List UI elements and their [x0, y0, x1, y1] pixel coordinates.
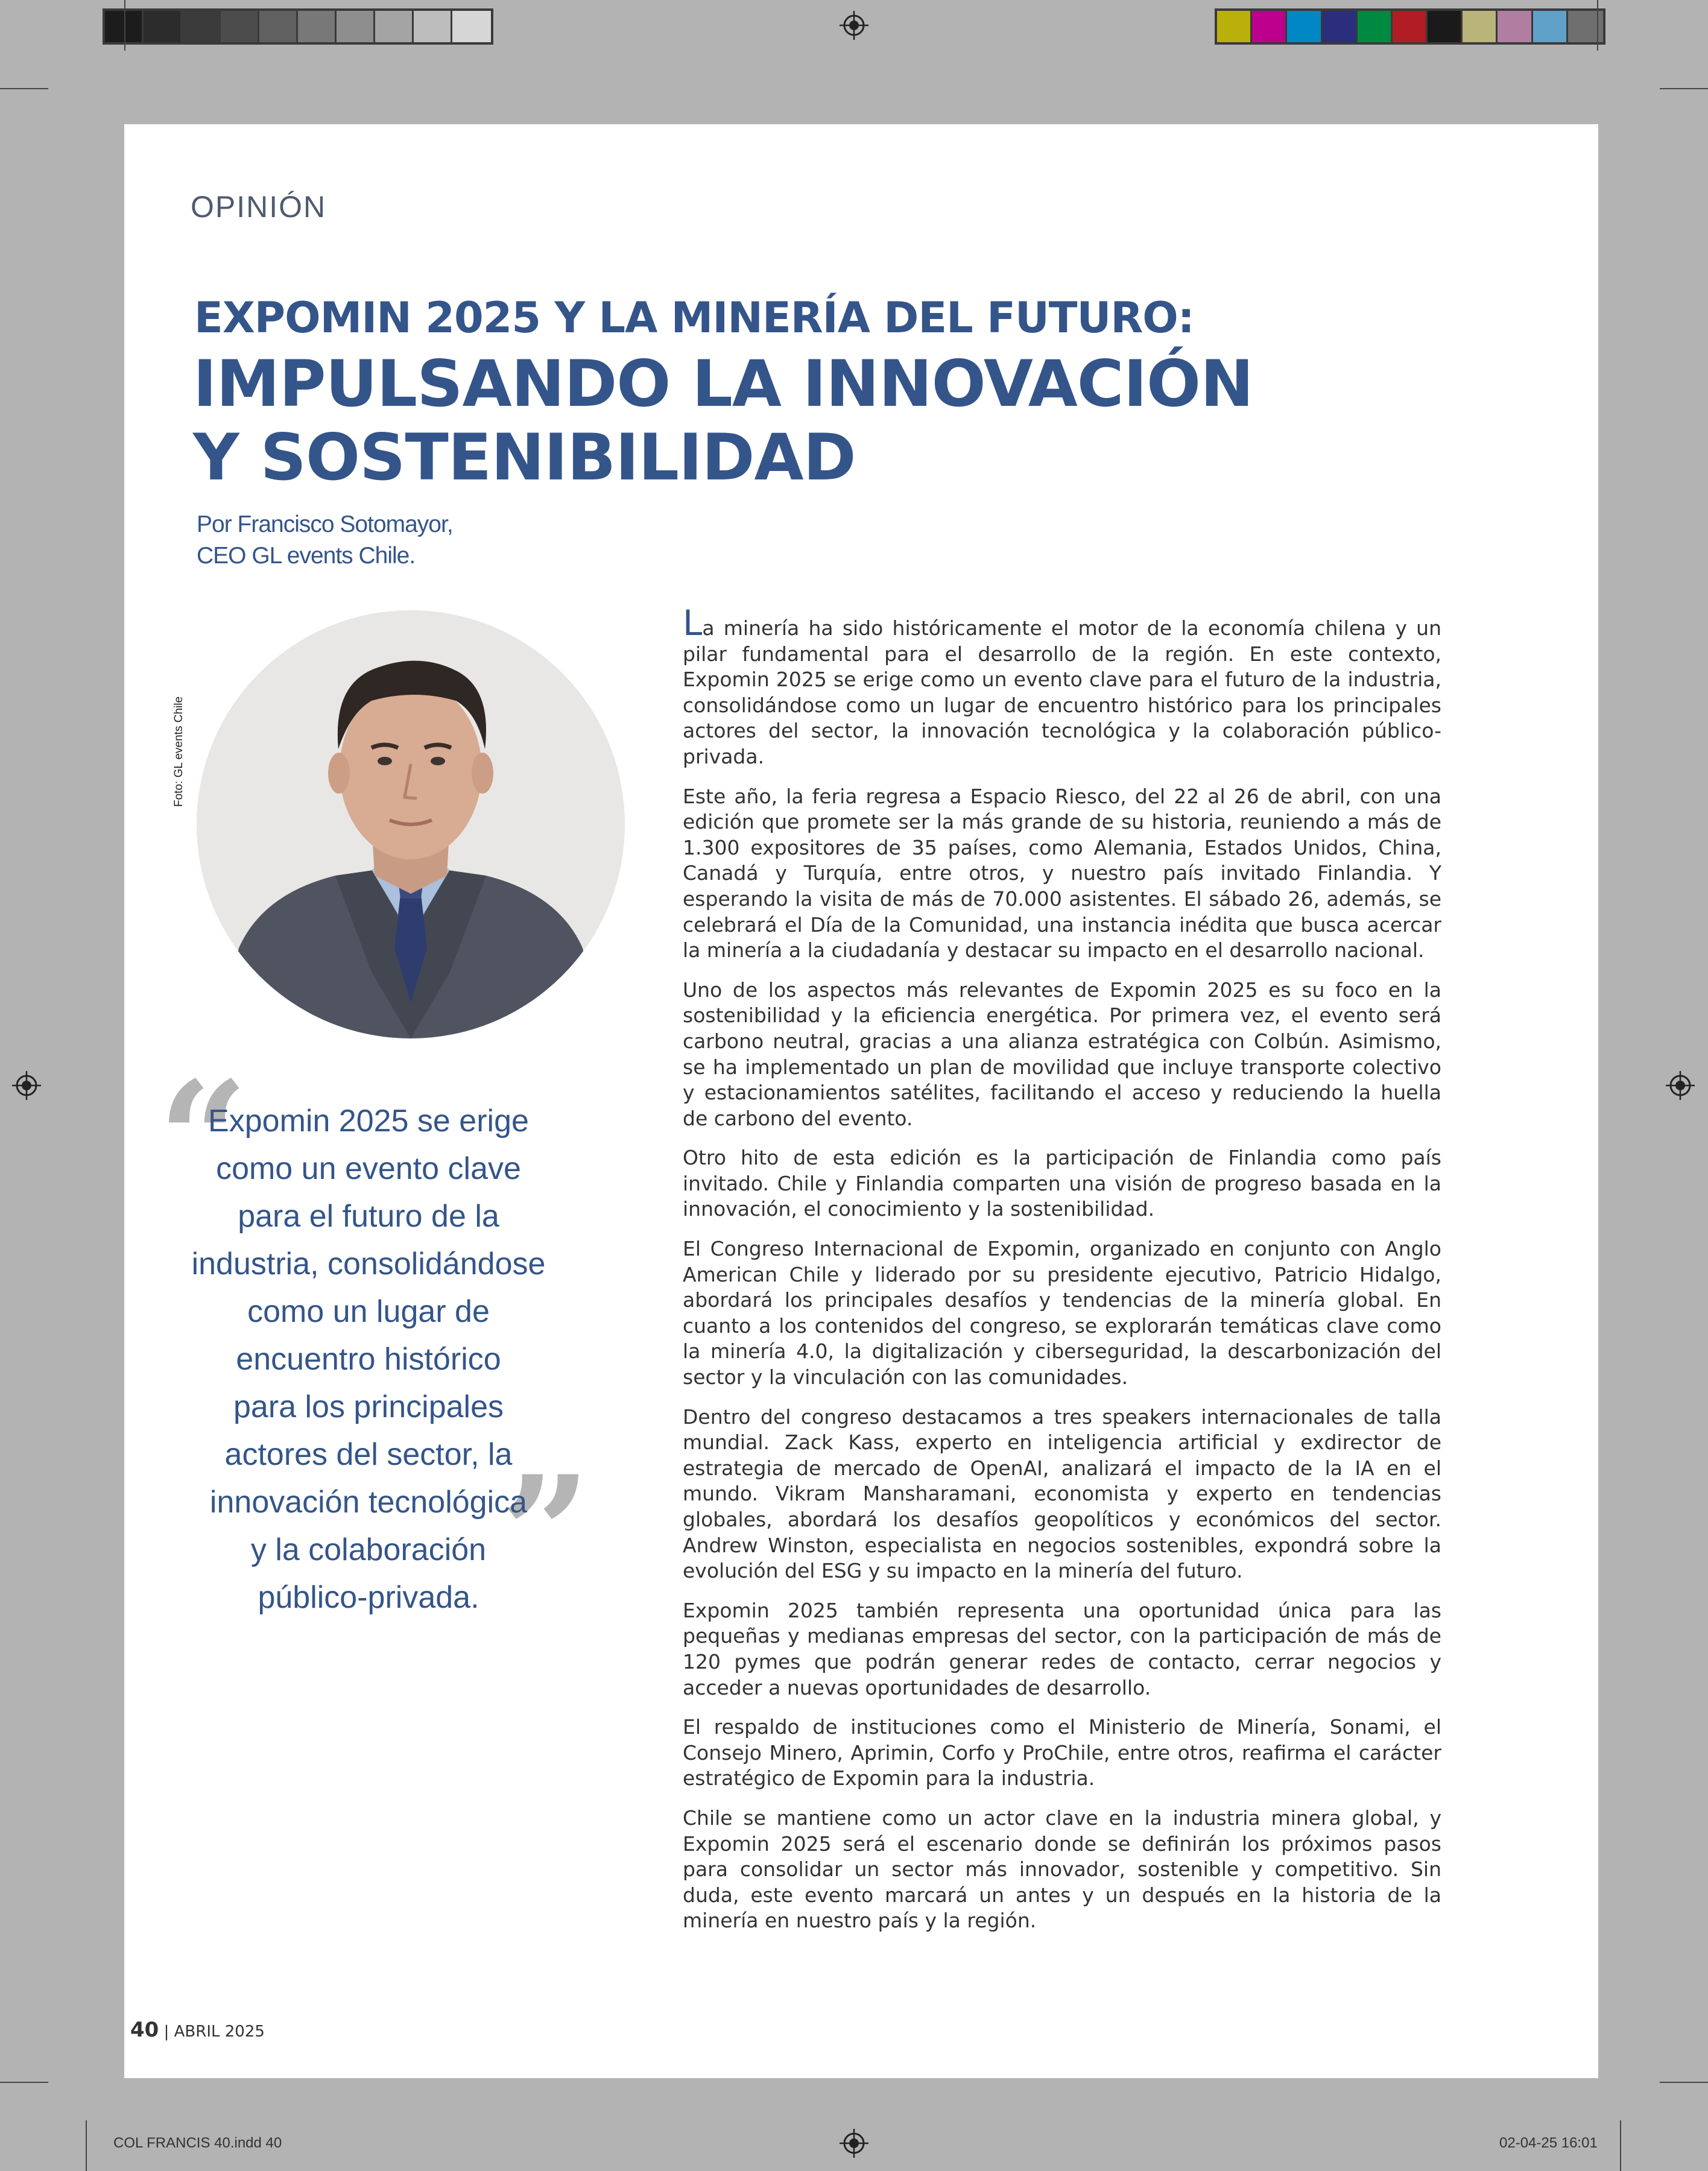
article-body — [683, 602, 1441, 1948]
close-quote-mark: ” — [501, 1442, 591, 1626]
pull-quote-line: para los principales — [233, 1389, 504, 1424]
pull-quote-line: como un evento clave — [216, 1151, 521, 1186]
color-swatch — [221, 11, 259, 42]
byline-author: Por Francisco Sotomayor, — [197, 511, 453, 537]
magazine-page — [124, 124, 1598, 2078]
slug-timestamp: 02-04-25 16:01 — [1499, 2135, 1598, 2151]
color-swatch — [182, 11, 221, 42]
color-swatch — [414, 11, 452, 42]
article-paragraph: El Congreso Internacional de Expomin, organizado en conjunto con Anglo American Chile y liderado por su presidente ejecutivo, Patricio Hidalgo, abordará los principales desafíos y tendencias de la minería global. En cuanto a los contenidos del congreso, se explorarán temáticas clave como la minería 4.0, la digitalización y ciberseguridad, la descarbonización del sector y la vinculación con las comunidades. — [683, 1237, 1441, 1389]
color-swatch — [1533, 11, 1568, 42]
article-paragraph — [683, 602, 1441, 770]
pull-quote-line: como un lugar de — [247, 1294, 490, 1329]
author-portrait — [197, 610, 625, 1038]
process-color-bar — [1215, 8, 1605, 45]
crop-mark — [86, 2120, 87, 2171]
issue-date: ABRIL 2025 — [174, 2023, 265, 2041]
pull-quote-line: y la colaboración — [250, 1532, 487, 1567]
headline-line-3: Y SOSTENIBILIDAD — [193, 420, 856, 495]
byline-role: CEO GL events Chile. — [197, 543, 416, 569]
article-paragraph-text: a minería ha sido históricamente el motor de la economía chilena y un pilar fundamental para el desarrollo de la región. En este contexto, Expomin 2025 se erige como un evento clave para el futuro de la industria, consolidándose como un lugar de encuentro histórico para los principales actores del sector, la innovación tecnológica y la colaboración público-privada. — [683, 616, 1441, 768]
pull-quote-line: para el futuro de la — [238, 1199, 499, 1234]
grayscale-color-bar — [103, 8, 493, 45]
color-swatch — [259, 11, 298, 42]
headline-line-1: EXPOMIN 2025 Y LA MINERÍA DEL FUTURO: — [194, 293, 1194, 343]
color-swatch — [144, 11, 182, 42]
article-paragraph: El respaldo de instituciones como el Ministerio de Minería, Sonami, el Consejo Minero, Aprimin, Corfo y ProChile, entre otros, reafirma el carácter estratégico de Expomin para la industria. — [683, 1715, 1441, 1790]
color-swatch — [337, 11, 375, 42]
registration-mark-icon — [1666, 1071, 1695, 1100]
pull-quote-line: actores del sector, la — [224, 1437, 513, 1472]
section-label: OPINIÓN — [191, 190, 327, 224]
color-swatch — [1252, 11, 1287, 42]
color-swatch — [1498, 11, 1532, 42]
article-paragraph: Dentro del congreso destacamos a tres speakers internacionales de talla mundial. Zack Kass, experto en inteligencia artificial y exdirector de estrategia de mercado de OpenAI, analizará el impacto de la IA en el mundo. Vikram Mansharamani, economista y experto en tendencias globales, abordará los desafíos geopolíticos y económicos del sector. Andrew Winston, especialista en negocios sostenibles, expondrá sobre la evolución del ESG y su impacto en la minería del futuro. — [683, 1405, 1441, 1583]
crop-mark — [1620, 2120, 1621, 2171]
registration-mark-icon — [12, 1071, 41, 1100]
open-quote-mark: “ — [158, 1048, 248, 1231]
color-swatch — [452, 11, 491, 42]
crop-mark — [1660, 2082, 1708, 2083]
pull-quote-line: innovación tecnológica — [209, 1485, 528, 1520]
pull-quote — [191, 1098, 546, 1622]
color-swatch — [1428, 11, 1463, 42]
color-swatch — [298, 11, 337, 42]
pull-quote-line: público-privada. — [258, 1580, 479, 1615]
color-swatch — [1217, 11, 1252, 42]
drop-cap: L — [683, 602, 703, 643]
pull-quote-line: industria, consolidándose — [191, 1247, 546, 1281]
byline — [197, 509, 453, 572]
color-swatch — [1463, 11, 1498, 42]
article-paragraph: Otro hito de esta edición es la participación de Finlandia como país invitado. Chile y Finlandia comparten una visión de progreso basada en la innovación, el conocimiento y la sostenibilidad. — [683, 1146, 1441, 1221]
crop-mark — [0, 2082, 48, 2083]
color-swatch — [1323, 11, 1358, 42]
article-paragraph: Chile se mantiene como un actor clave en la industria minera global, y Expomin 2025 será el escenario donde se definirán los próximos pasos para consolidar un sector más innovador, sostenible y competitivo. Sin duda, este evento marcará un antes y un después en la historia de la minería en nuestro país y la región. — [683, 1806, 1441, 1933]
crop-mark — [1597, 0, 1598, 51]
registration-mark-icon — [840, 2129, 868, 2158]
registration-mark-icon — [840, 11, 868, 40]
crop-mark — [0, 88, 48, 89]
color-swatch — [1358, 11, 1393, 42]
pull-quote-line: Expomin 2025 se erige — [208, 1104, 529, 1139]
photo-credit: Foto: GL events Chile — [172, 696, 185, 807]
color-swatch — [375, 11, 414, 42]
crop-mark — [124, 0, 125, 51]
crop-mark — [1660, 88, 1708, 89]
page-number: 40 — [130, 2018, 159, 2042]
pull-quote-line: encuentro histórico — [236, 1342, 501, 1377]
slug-filename: COL FRANCIS 40.indd 40 — [113, 2135, 282, 2151]
page-footer — [130, 2018, 265, 2042]
article-paragraph: Este año, la feria regresa a Espacio Riesco, del 22 al 26 de abril, con una edición que promete ser la más grande de su historia, reuniendo a más de 1.300 expositores de 35 países, como Alemania, Estados Unidos, China, Canadá y Turquía, entre otros, y nuestro país invitado Finlandia. Y esperando la visita de más de 70.000 asistentes. El sábado 26, además, se celebrará el Día de la Comunidad, una instancia inédita que busca acercar la minería a la ciudadanía y destacar su impacto en el desarrollo nacional. — [683, 784, 1441, 962]
footer-separator: | — [159, 2023, 174, 2041]
author-portrait-illustration — [197, 610, 625, 1038]
color-swatch — [1393, 11, 1428, 42]
color-swatch — [1287, 11, 1322, 42]
article-paragraph: Uno de los aspectos más relevantes de Expomin 2025 es su foco en la sostenibilidad y la eficiencia energética. Por primera vez, el evento será carbono neutral, gracias a una alianza estratégica con Colbún. Asimismo, se ha implementado un plan de movilidad que incluye transporte colectivo y estacionamientos satélites, facilitando el acceso y reduciendo la huella de carbono del evento. — [683, 978, 1441, 1130]
article-paragraph: Expomin 2025 también representa una oportunidad única para las pequeñas y medianas empresas del sector, con la participación de más de 120 pymes que podrán generar redes de contacto, cerrar negocios y acceder a nuevas oportunidades de desarrollo. — [683, 1598, 1441, 1699]
headline-line-2: IMPULSANDO LA INNOVACIÓN — [193, 347, 1253, 421]
